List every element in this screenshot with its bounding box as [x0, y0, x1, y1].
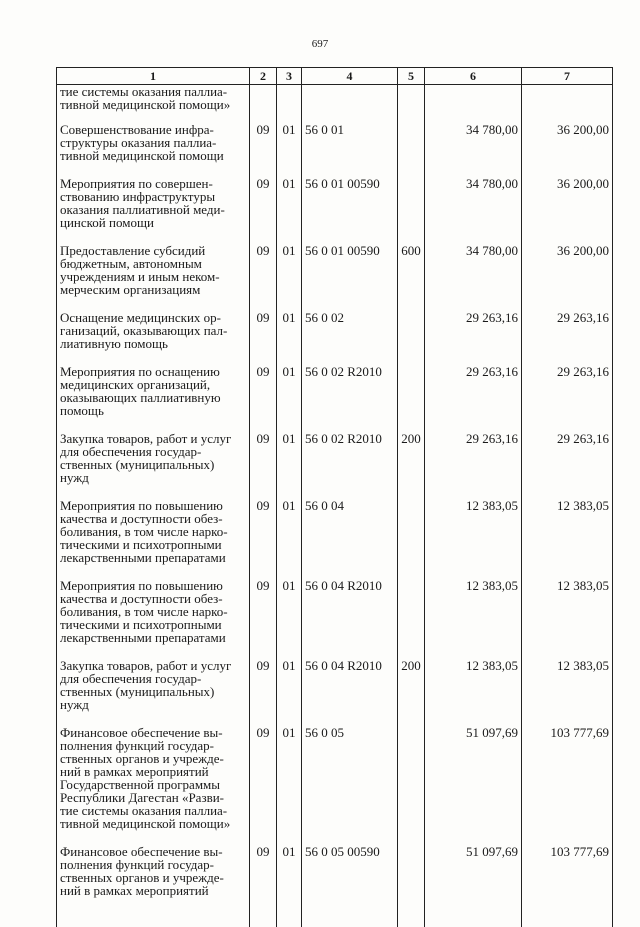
row-expense-type: [398, 177, 425, 244]
row-section: 09: [250, 311, 277, 365]
column-header-4: 4: [302, 68, 398, 85]
row-section: 09: [250, 659, 277, 726]
row-subsection: 01: [277, 311, 302, 365]
row-expense-type: [398, 365, 425, 432]
row-amount-year1: 29 263,16: [425, 311, 522, 365]
row-section: 09: [250, 365, 277, 432]
row-name: Финансовое обеспечение вы- полнения функций государ- ственных органов и учрежде- ний в рамках мероприятий Государственной программы Республики Дагестан «Разви- тие системы оказания паллиа- тивной медицинской помощи»: [57, 726, 250, 845]
row-target-code: 56 0 04: [302, 499, 398, 579]
row-target-code: 56 0 02 R2010: [302, 432, 398, 499]
row-section: 09: [250, 177, 277, 244]
row-target-code: 56 0 01 00590: [302, 177, 398, 244]
table-row: [57, 432, 613, 499]
row-name: Мероприятия по оснащению медицинских организаций, оказывающих паллиативную помощь: [57, 365, 250, 432]
row-amount-year2: 29 263,16: [522, 311, 613, 365]
row-section: 09: [250, 123, 277, 177]
row-name: Совершенствование инфра- структуры оказания паллиа- тивной медицинской помощи: [57, 123, 250, 177]
row-amount-year2: 36 200,00: [522, 123, 613, 177]
row-subsection: 01: [277, 177, 302, 244]
row-amount-year1: 34 780,00: [425, 177, 522, 244]
row-amount-year2: 12 383,05: [522, 659, 613, 726]
table-row: [57, 365, 613, 432]
row-target-code: 56 0 04 R2010: [302, 579, 398, 659]
column-header-3: 3: [277, 68, 302, 85]
row-subsection: 01: [277, 659, 302, 726]
row-name: Финансовое обеспечение вы- полнения функций государ- ственных органов и учрежде- ний в рамках мероприятий: [57, 845, 250, 927]
row-target-code: 56 0 04 R2010: [302, 659, 398, 726]
column-header-7: 7: [522, 68, 613, 85]
row-subsection: 01: [277, 845, 302, 927]
page-number: 697: [311, 38, 329, 50]
row-section: 09: [250, 579, 277, 659]
row-expense-type: [398, 311, 425, 365]
row-name: тие системы оказания паллиа- тивной медицинской помощи»: [57, 85, 250, 124]
row-subsection: 01: [277, 123, 302, 177]
row-subsection: 01: [277, 244, 302, 311]
table-row: [57, 311, 613, 365]
row-expense-type: [398, 726, 425, 845]
row-amount-year1: 12 383,05: [425, 499, 522, 579]
row-amount-year2: 12 383,05: [522, 579, 613, 659]
row-amount-year1: 12 383,05: [425, 659, 522, 726]
table-row: [57, 726, 613, 845]
row-amount-year1: 29 263,16: [425, 365, 522, 432]
row-subsection: 01: [277, 432, 302, 499]
row-amount-year1: 51 097,69: [425, 726, 522, 845]
row-name: Оснащение медицинских ор- ганизаций, оказывающих пал- лиативную помощь: [57, 311, 250, 365]
row-amount-year2: 103 777,69: [522, 726, 613, 845]
table-row: [57, 177, 613, 244]
row-target-code: 56 0 01: [302, 123, 398, 177]
row-expense-type: [398, 499, 425, 579]
row-target-code: 56 0 02: [302, 311, 398, 365]
table-row: [57, 579, 613, 659]
row-amount-year1: 12 383,05: [425, 579, 522, 659]
row-amount-year2: 36 200,00: [522, 177, 613, 244]
column-header-6: 6: [425, 68, 522, 85]
row-section: 09: [250, 499, 277, 579]
column-header-1: 1: [57, 68, 250, 85]
table-row: [57, 499, 613, 579]
row-name: Мероприятия по повышению качества и доступности обез- боливания, в том числе нарко- тическими и психотропными лекарственными препаратами: [57, 579, 250, 659]
row-name: Предоставление субсидий бюджетным, автономным учреждениям и иным неком- мерческим организациям: [57, 244, 250, 311]
row-target-code: 56 0 01 00590: [302, 244, 398, 311]
table-header-row: [57, 68, 613, 85]
row-amount-year1: 34 780,00: [425, 123, 522, 177]
row-expense-type: 600: [398, 244, 425, 311]
row-amount-year2: 12 383,05: [522, 499, 613, 579]
row-name: Мероприятия по повышению качества и доступности обез- боливания, в том числе нарко- тическими и психотропными лекарственными препаратами: [57, 499, 250, 579]
row-amount-year2: 103 777,69: [522, 845, 613, 927]
row-amount-year2: 29 263,16: [522, 365, 613, 432]
column-header-5: 5: [398, 68, 425, 85]
row-amount-year2: 36 200,00: [522, 244, 613, 311]
row-target-code: 56 0 02 R2010: [302, 365, 398, 432]
row-amount-year1: 34 780,00: [425, 244, 522, 311]
row-expense-type: [398, 579, 425, 659]
row-subsection: 01: [277, 365, 302, 432]
table-row: [57, 659, 613, 726]
row-expense-type: [398, 845, 425, 927]
row-target-code: 56 0 05 00590: [302, 845, 398, 927]
row-subsection: 01: [277, 499, 302, 579]
row-subsection: 01: [277, 579, 302, 659]
row-section: 09: [250, 726, 277, 845]
column-header-2: 2: [250, 68, 277, 85]
row-section: 09: [250, 244, 277, 311]
row-expense-type: 200: [398, 659, 425, 726]
row-section: 09: [250, 432, 277, 499]
row-target-code: 56 0 05: [302, 726, 398, 845]
row-subsection: 01: [277, 726, 302, 845]
row-amount-year2: 29 263,16: [522, 432, 613, 499]
table-row: [57, 845, 613, 927]
row-name: Закупка товаров, работ и услуг для обеспечения государ- ственных (муниципальных) нужд: [57, 432, 250, 499]
table-row: [57, 123, 613, 177]
row-expense-type: 200: [398, 432, 425, 499]
table-row-continuation: [57, 85, 613, 124]
row-amount-year1: 51 097,69: [425, 845, 522, 927]
table-row: [57, 244, 613, 311]
budget-table: [56, 67, 613, 927]
row-name: Мероприятия по совершен- ствованию инфраструктуры оказания паллиативной меди- цинской помощи: [57, 177, 250, 244]
row-amount-year1: 29 263,16: [425, 432, 522, 499]
row-name: Закупка товаров, работ и услуг для обеспечения государ- ственных (муниципальных) нужд: [57, 659, 250, 726]
row-expense-type: [398, 123, 425, 177]
row-section: 09: [250, 845, 277, 927]
